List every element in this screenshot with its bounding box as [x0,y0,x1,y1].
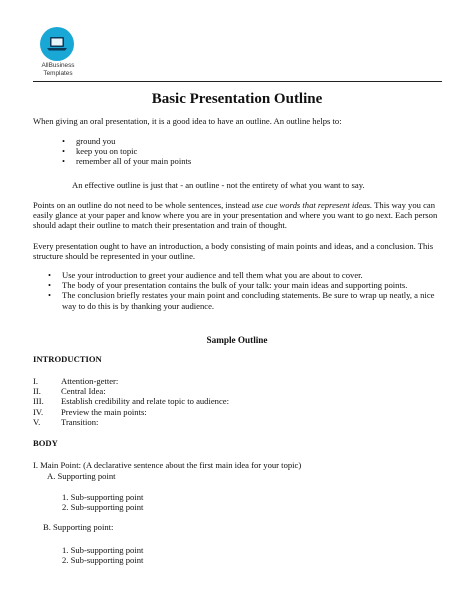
sub-point: 2. Sub-supporting point [62,555,144,565]
logo [40,27,74,61]
item-number: IV. [33,406,44,417]
structure-bullet-list [48,270,442,311]
list-item: • keep you on topic [62,146,191,156]
item-text: Establish credibility and relate topic to audience: [61,396,229,407]
item-number: I. [33,376,39,386]
item-number: III. [33,396,44,407]
sub-point: 2. Sub-supporting point [62,502,144,512]
introduction-heading: INTRODUCTION [33,354,102,364]
structure-paragraph: Every presentation ought to have an introduction, a body consisting of main points and ideas, and a conclusion. This structure should be represented in your outline. [33,241,434,262]
supporting-point-b: B. Supporting point: [43,522,114,532]
laptop-icon [47,36,67,52]
list-item [33,417,229,427]
body-heading: BODY [33,438,58,448]
item-text: Preview the main points: [61,406,147,417]
sub-point: 1. Sub-supporting point [62,492,144,502]
list-item: • remember all of your main points [62,156,191,166]
supporting-point-a: A. Supporting point [47,471,116,481]
brand-line-2: Templates [43,69,73,77]
points-paragraph [33,200,442,231]
list-item [33,386,229,396]
list-item: • Use your introduction to greet your audience and tell them what you are about to cover. [48,270,442,280]
points-text-start: Points on an outline do not need to be whole sentences, instead [33,200,252,210]
list-item: • The conclusion briefly restates your main point and concluding statements. Be sure to wrap up neatly, a nice way to do this is by thanking your audience. [48,290,442,310]
effective-outline-line: An effective outline is just that - an outline - not the entirety of what you want to say. [72,180,365,190]
list-item: • ground you [62,136,191,146]
item-number: V. [33,416,41,427]
intro-bullet-list [62,136,191,167]
points-text-italic: use cue words that represent ideas. [251,200,373,210]
item-text: Attention-getter: [61,376,119,386]
item-text: Central Idea: [61,386,106,397]
list-item: • The body of your presentation contains the bulk of your talk: your main ideas and supporting points. [48,280,442,290]
list-item [33,407,229,417]
brand-line-1: AllBusiness [41,62,75,69]
brand-text [36,62,80,77]
points-text-end: This way you can easily glance at your paper and know where you are in your presentation and where you want to go next. Each person should adapt their outline to match their presentation and train of thought. [33,200,438,231]
item-text: Transition: [61,416,99,427]
item-number: II. [33,386,41,397]
intro-paragraph: When giving an oral presentation, it is a good idea to have an outline. An outline helps to: [33,116,342,126]
list-item [33,376,229,386]
sample-outline-heading: Sample Outline [206,335,268,345]
introduction-list [33,376,229,427]
page-title: Basic Presentation Outline [151,91,323,107]
list-item [33,396,229,406]
header-divider [33,81,442,82]
sub-point: 1. Sub-supporting point [62,545,144,555]
main-point: I. Main Point: (A declarative sentence about the first main idea for your topic) [33,460,302,470]
